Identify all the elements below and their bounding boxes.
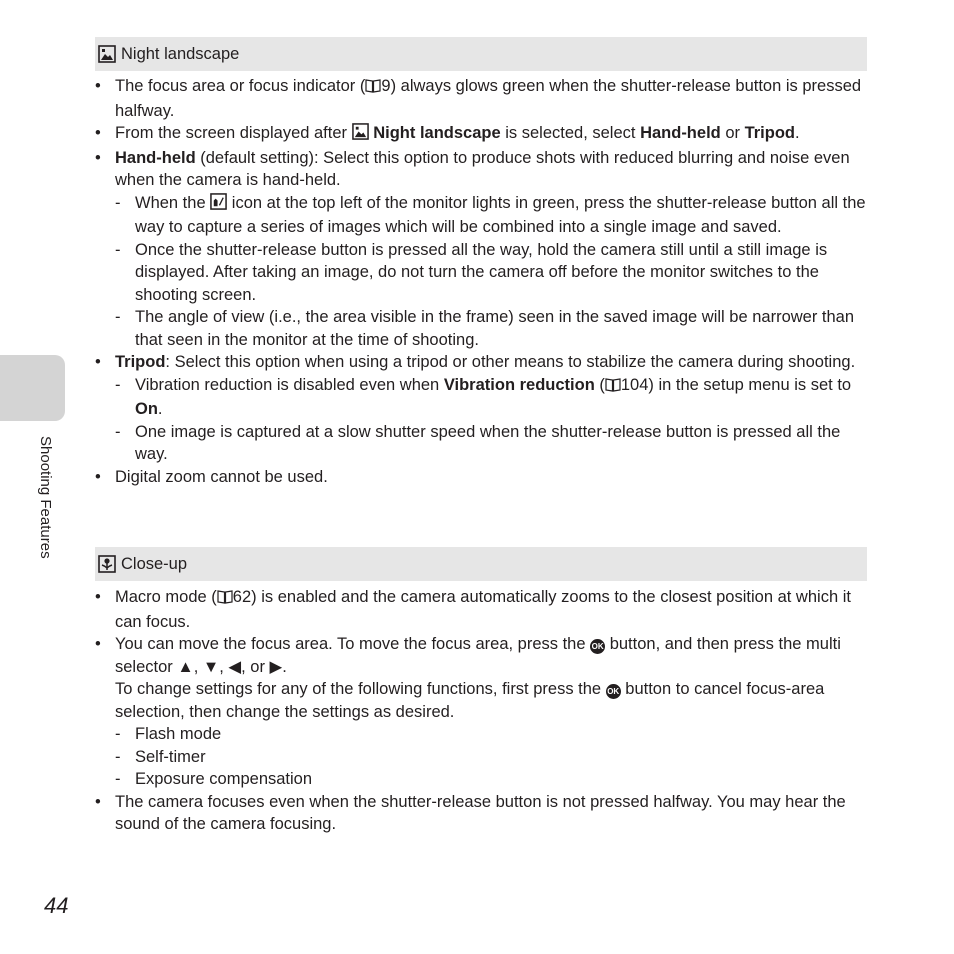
close-up-section [95,547,867,836]
up-arrow-icon: ▲ [177,657,194,676]
chapter-tab [0,355,65,421]
list-item: - When the icon at the top left of the monitor lights in green, press the shutter-release button all the way to capture a series of images which will be combined into a single image and saved. [115,192,867,239]
list-item: - Exposure compensation [115,768,867,791]
list-item: • Tripod: Select this option when using a tripod or other means to stabilize the camera during shooting. - Vibration reduction is disabled even when Vibration reduction ( 104) in the setup menu is set to On. - One image is captured at a slow shutter speed when the shutter-release button is pressed all the way. [95,351,867,466]
list-item: - Self-timer [115,746,867,769]
night-landscape-icon [352,123,369,147]
list-item: • The camera focuses even when the shutter-release button is not pressed halfway. You may hear the sound of the camera focusing. [95,791,867,836]
night-landscape-section [95,37,867,488]
ok-button-icon: OK [606,684,621,699]
night-landscape-header [95,37,867,71]
night-landscape-title: Night landscape [121,44,240,63]
list-item: - Once the shutter-release button is pressed all the way, hold the camera still until a still image is displayed. After taking an image, do not turn the camera off before the monitor switches to the shooting screen. [115,239,867,307]
ok-button-icon: OK [590,639,605,654]
page-number: 44 [44,893,69,918]
list-item: • Macro mode ( 62) is enabled and the camera automatically zooms to the closest position at which it can focus. [95,586,867,633]
chapter-label: Shooting Features [37,436,54,559]
list-item: • You can move the focus area. To move the focus area, press the OK button, and then press the multi selector ▲, ▼, ◀, or ▶. To change settings for any of the following functions, first press the OK button to cancel focus-area selection, then change the settings as desired. - Flash mode - Self-timer - Exposure compensation [95,633,867,791]
list-item: - The angle of view (i.e., the area visible in the frame) seen in the saved image will be narrower than that seen in the monitor at the time of shooting. [115,306,867,351]
close-up-header [95,547,867,581]
down-arrow-icon: ▼ [202,657,220,676]
list-item: • Hand-held (default setting): Select this option to produce shots with reduced blurring and noise even when the camera is hand-held. - When the icon at the top left of the monitor lights in green, press the shutter-release button all the way to capture a series of images which will be combined into a single image and saved. - Once the shutter-release button is pressed all the way, hold the camera still until a still image is displayed. After taking an image, do not turn the camera off before the monitor switches to the shooting screen. - The angle of view (i.e., the area visible in the frame) seen in the saved image will be narrower than that seen in the monitor at the time of shooting. [95,147,867,352]
list-item: - One image is captured at a slow shutter speed when the shutter-release button is pressed all the way. [115,421,867,466]
right-arrow-icon: ▶ [269,657,283,676]
left-arrow-icon: ◀ [228,657,242,676]
close-up-icon [98,555,116,573]
close-up-title: Close-up [121,554,188,573]
list-item: • Digital zoom cannot be used. [95,466,867,489]
night-landscape-icon [98,45,116,63]
book-reference-icon [605,376,621,399]
list-item: • From the screen displayed after Night landscape is selected, select Hand-held or Tripod. [95,122,867,147]
list-item: - Flash mode [115,723,867,746]
list-item: • The focus area or focus indicator ( 9) always glows green when the shutter-release button is pressed halfway. [95,75,867,122]
book-reference-icon [217,588,233,611]
book-reference-icon [365,77,381,100]
hand-held-icon [210,193,227,217]
list-item: - Vibration reduction is disabled even when Vibration reduction ( 104) in the setup menu is set to On. [115,374,867,421]
